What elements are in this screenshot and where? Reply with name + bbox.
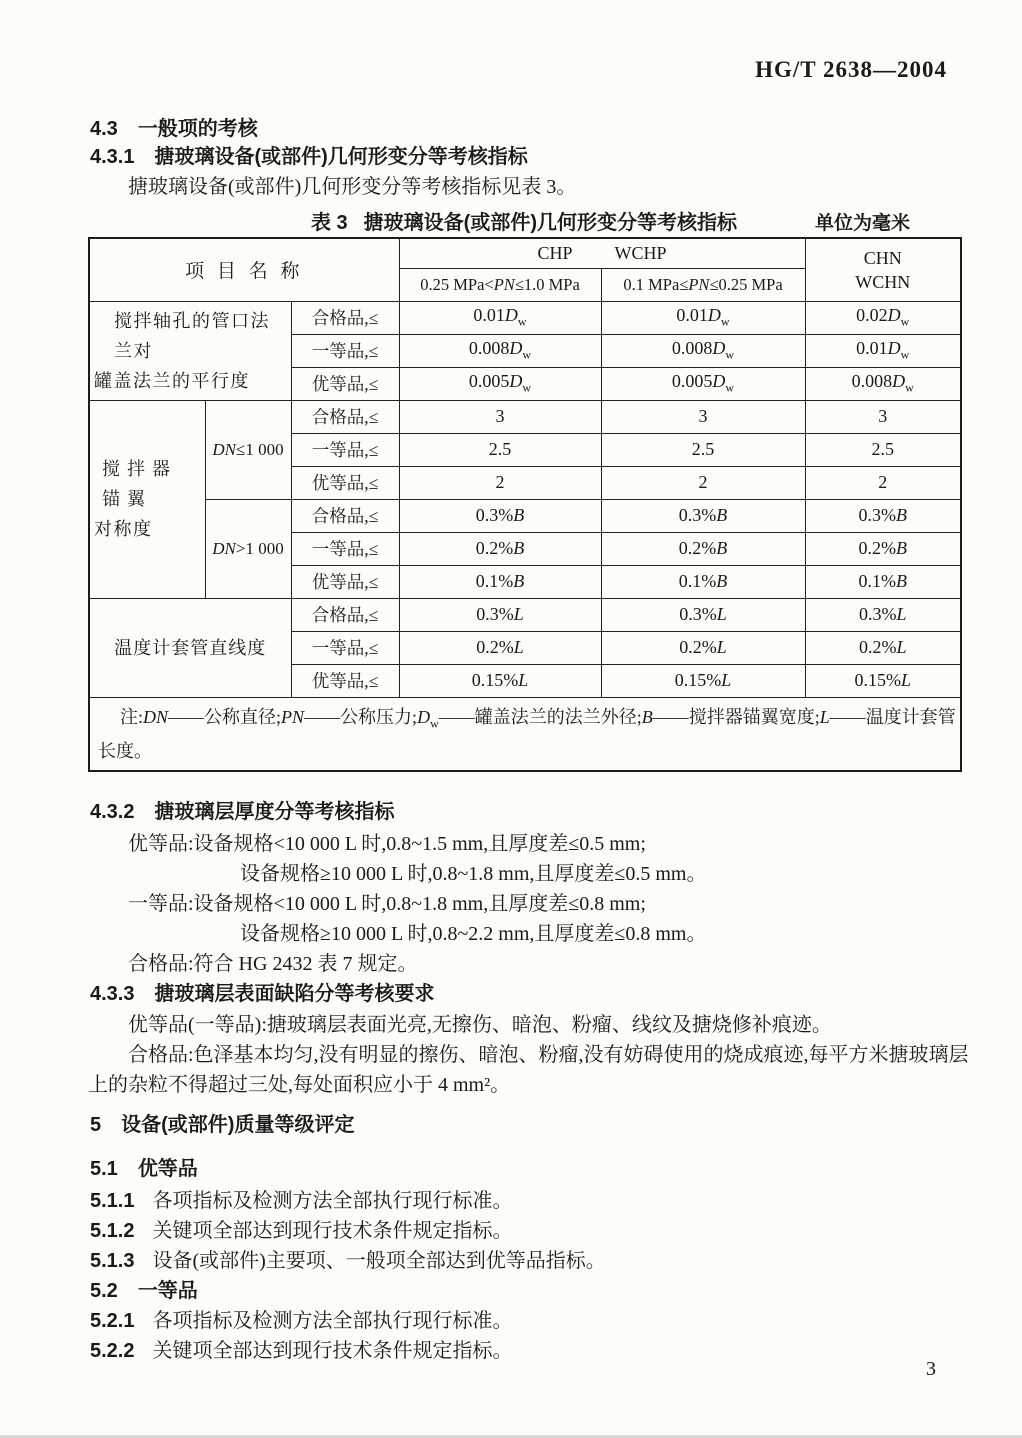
value-cell: 2 — [601, 466, 805, 499]
value-cell: 2.5 — [399, 433, 601, 466]
value-cell: $0.01D_w$ — [601, 301, 805, 334]
heading-4-3 — [90, 112, 258, 141]
dn-range-cell: DN≤1 000 — [205, 400, 291, 499]
clause-5-2-1 — [90, 1304, 512, 1333]
clause-5-1-2 — [90, 1214, 512, 1243]
value-cell: 0.3%L — [601, 598, 805, 631]
group-name-line: 对称度 — [94, 519, 153, 539]
heading-5 — [90, 1108, 354, 1137]
table-note-line: 注:DN——公称直径;PN——公称压力$;D_w——$罐盖法兰的法兰外径;B——搅拌器锚翼宽度;L——温度计套管 — [120, 707, 956, 731]
heading-4-3-1 — [90, 140, 528, 169]
value-cell: 0.15%L — [805, 664, 961, 697]
value-cell: $0.005D_w$ — [601, 367, 805, 400]
paragraph: 合格品:色泽基本均匀,没有明显的擦伤、暗泡、粉瘤,没有妨碍使用的烧成痕迹,每平方米搪玻璃层 — [128, 1044, 969, 1066]
value-cell: 2 — [805, 466, 961, 499]
clause-number: 4.3.2 — [90, 801, 135, 823]
value-cell: 0.2%B — [399, 532, 601, 565]
clause-title: 搪玻璃设备(或部件)几何形变分等考核指标 — [154, 146, 528, 168]
dn-range-cell: DN>1 000 — [205, 499, 291, 598]
clause-text: 关键项全部达到现行技术条件规定指标。 — [152, 1340, 513, 1362]
paragraph: 一等品:设备规格<10 000 L 时,0.8~1.8 mm,且厚度差≤0.8 mm; — [128, 893, 646, 915]
clause-number: 5.1.3 — [90, 1250, 135, 1272]
value-cell: 0.2%L — [805, 631, 961, 664]
col-header-wchn: WCHN — [855, 271, 911, 292]
value-cell: 0.3%B — [399, 499, 601, 532]
page-number: 3 — [926, 1358, 936, 1380]
col-subheader-pn-range-2: 0.1 MPa≤PN≤0.25 MPa — [601, 268, 805, 301]
grade-cell: 优等品,≤ — [291, 664, 399, 697]
heading-5-2 — [90, 1274, 198, 1303]
group-name-line: 搅拌轴孔的管口法兰对 — [114, 310, 270, 361]
table-caption-label: 表 3 — [310, 212, 348, 234]
grade-cell: 合格品,≤ — [291, 400, 399, 433]
table-note-line: 长度。 — [98, 740, 152, 761]
value-cell: 0.15%L — [399, 664, 601, 697]
col-subheader-pn-range-1: 0.25 MPa<PN≤1.0 MPa — [399, 268, 601, 301]
paragraph: 优等品:设备规格<10 000 L 时,0.8~1.5 mm,且厚度差≤0.5 mm; — [128, 833, 646, 855]
group-name-parallelism — [89, 301, 291, 400]
value-cell: 0.2%B — [805, 532, 961, 565]
grade-cell: 优等品,≤ — [291, 565, 399, 598]
grade-cell: 合格品,≤ — [291, 598, 399, 631]
group-name-line: 温度计套管直线度 — [114, 637, 267, 658]
value-cell: 0.1%B — [601, 565, 805, 598]
value-cell: $0.02D_w$ — [805, 301, 961, 334]
clause-number: 4.3.3 — [90, 983, 135, 1005]
grade-cell: 一等品,≤ — [291, 433, 399, 466]
value-cell: 0.3%L — [399, 598, 601, 631]
col-header-chn-wchn — [805, 238, 961, 301]
group-name-line: 罐盖法兰的平行度 — [94, 370, 250, 391]
table-caption-title: 搪玻璃设备(或部件)几何形变分等考核指标 — [363, 212, 737, 234]
value-cell: 0.3%B — [805, 499, 961, 532]
clause-5-2-2 — [90, 1334, 512, 1363]
value-cell: 0.2%L — [399, 631, 601, 664]
grade-cell: 合格品,≤ — [291, 499, 399, 532]
value-cell: 0.3%L — [805, 598, 961, 631]
clause-number: 5.2.2 — [90, 1340, 135, 1362]
grade-cell: 合格品,≤ — [291, 301, 399, 334]
paragraph: 设备规格≥10 000 L 时,0.8~2.2 mm,且厚度差≤0.8 mm。 — [240, 923, 707, 945]
group-name-thermowell-straightness — [89, 598, 291, 697]
value-cell: 3 — [399, 400, 601, 433]
heading-4-3-2 — [90, 795, 394, 824]
clause-number: 5.1 — [90, 1158, 118, 1180]
clause-number: 5.2 — [90, 1280, 118, 1302]
col-header-wchp: WCHP — [614, 242, 667, 263]
grade-cell: 优等品,≤ — [291, 367, 399, 400]
value-cell: 3 — [601, 400, 805, 433]
group-name-anchor-symmetry — [89, 400, 205, 598]
grade-cell: 一等品,≤ — [291, 334, 399, 367]
clause-text: 设备(或部件)主要项、一般项全部达到优等品指标。 — [152, 1250, 606, 1272]
clause-number: 4.3.1 — [90, 146, 135, 168]
clause-title: 优等品 — [137, 1158, 198, 1180]
paragraph: 优等品(一等品):搪玻璃层表面光亮,无擦伤、暗泡、粉瘤、线纹及搪烧修补痕迹。 — [128, 1014, 832, 1036]
value-cell: 0.15%L — [601, 664, 805, 697]
clause-title: 搪玻璃层表面缺陷分等考核要求 — [154, 983, 435, 1005]
value-cell: 0.1%B — [805, 565, 961, 598]
grade-cell: 一等品,≤ — [291, 532, 399, 565]
paragraph: 设备规格≥10 000 L 时,0.8~1.8 mm,且厚度差≤0.5 mm。 — [240, 863, 707, 885]
value-cell: $0.005D_w$ — [399, 367, 601, 400]
clause-text: 各项指标及检测方法全部执行现行标准。 — [152, 1310, 513, 1332]
col-header-chn: CHN — [863, 247, 902, 268]
table-unit-note: 单位为毫米 — [814, 213, 910, 234]
clause-number: 4.3 — [90, 118, 118, 140]
col-header-chp-wchp — [399, 238, 805, 268]
col-header-chp: CHP — [537, 242, 573, 263]
paragraph-4-3-1: 搪玻璃设备(或部件)几何形变分等考核指标见表 3。 — [128, 176, 577, 198]
value-cell: $0.008D_w$ — [805, 367, 961, 400]
clause-number: 5.1.2 — [90, 1220, 135, 1242]
clause-5-1-3 — [90, 1244, 606, 1273]
grade-cell: 一等品,≤ — [291, 631, 399, 664]
clause-text: 各项指标及检测方法全部执行现行标准。 — [152, 1190, 513, 1212]
paragraph: 合格品:符合 HG 2432 表 7 规定。 — [128, 953, 418, 975]
clause-title: 设备(或部件)质量等级评定 — [121, 1114, 355, 1136]
grade-cell: 优等品,≤ — [291, 466, 399, 499]
clause-title: 搪玻璃层厚度分等考核指标 — [154, 801, 395, 823]
value-cell: 2.5 — [805, 433, 961, 466]
value-cell: $0.008D_w$ — [399, 334, 601, 367]
group-name-line: 搅拌器锚翼 — [102, 459, 177, 509]
value-cell: 3 — [805, 400, 961, 433]
paragraph: 上的杂粒不得超过三处,每处面积应小于 4 mm²。 — [88, 1074, 511, 1096]
heading-4-3-3 — [90, 977, 434, 1006]
clause-number: 5.1.1 — [90, 1190, 135, 1212]
value-cell: $0.01D_w$ — [399, 301, 601, 334]
value-cell: $0.008D_w$ — [601, 334, 805, 367]
clause-5-1-1 — [90, 1184, 512, 1213]
value-cell: 2 — [399, 466, 601, 499]
table-note — [89, 697, 961, 771]
clause-number: 5.2.1 — [90, 1310, 135, 1332]
value-cell: 0.1%B — [399, 565, 601, 598]
value-cell: 0.2%B — [601, 532, 805, 565]
doc-standard-number: HG/T 2638—2004 — [755, 57, 947, 82]
col-header-item-name: 项 目 名 称 — [89, 238, 399, 301]
clause-number: 5 — [90, 1114, 102, 1136]
clause-text: 关键项全部达到现行技术条件规定指标。 — [152, 1220, 513, 1242]
value-cell: 0.3%B — [601, 499, 805, 532]
clause-title: 一般项的考核 — [137, 118, 258, 140]
value-cell: 0.2%L — [601, 631, 805, 664]
value-cell: 2.5 — [601, 433, 805, 466]
heading-5-1 — [90, 1152, 198, 1181]
table-3 — [88, 237, 962, 772]
value-cell: $0.01D_w$ — [805, 334, 961, 367]
clause-title: 一等品 — [137, 1280, 198, 1302]
